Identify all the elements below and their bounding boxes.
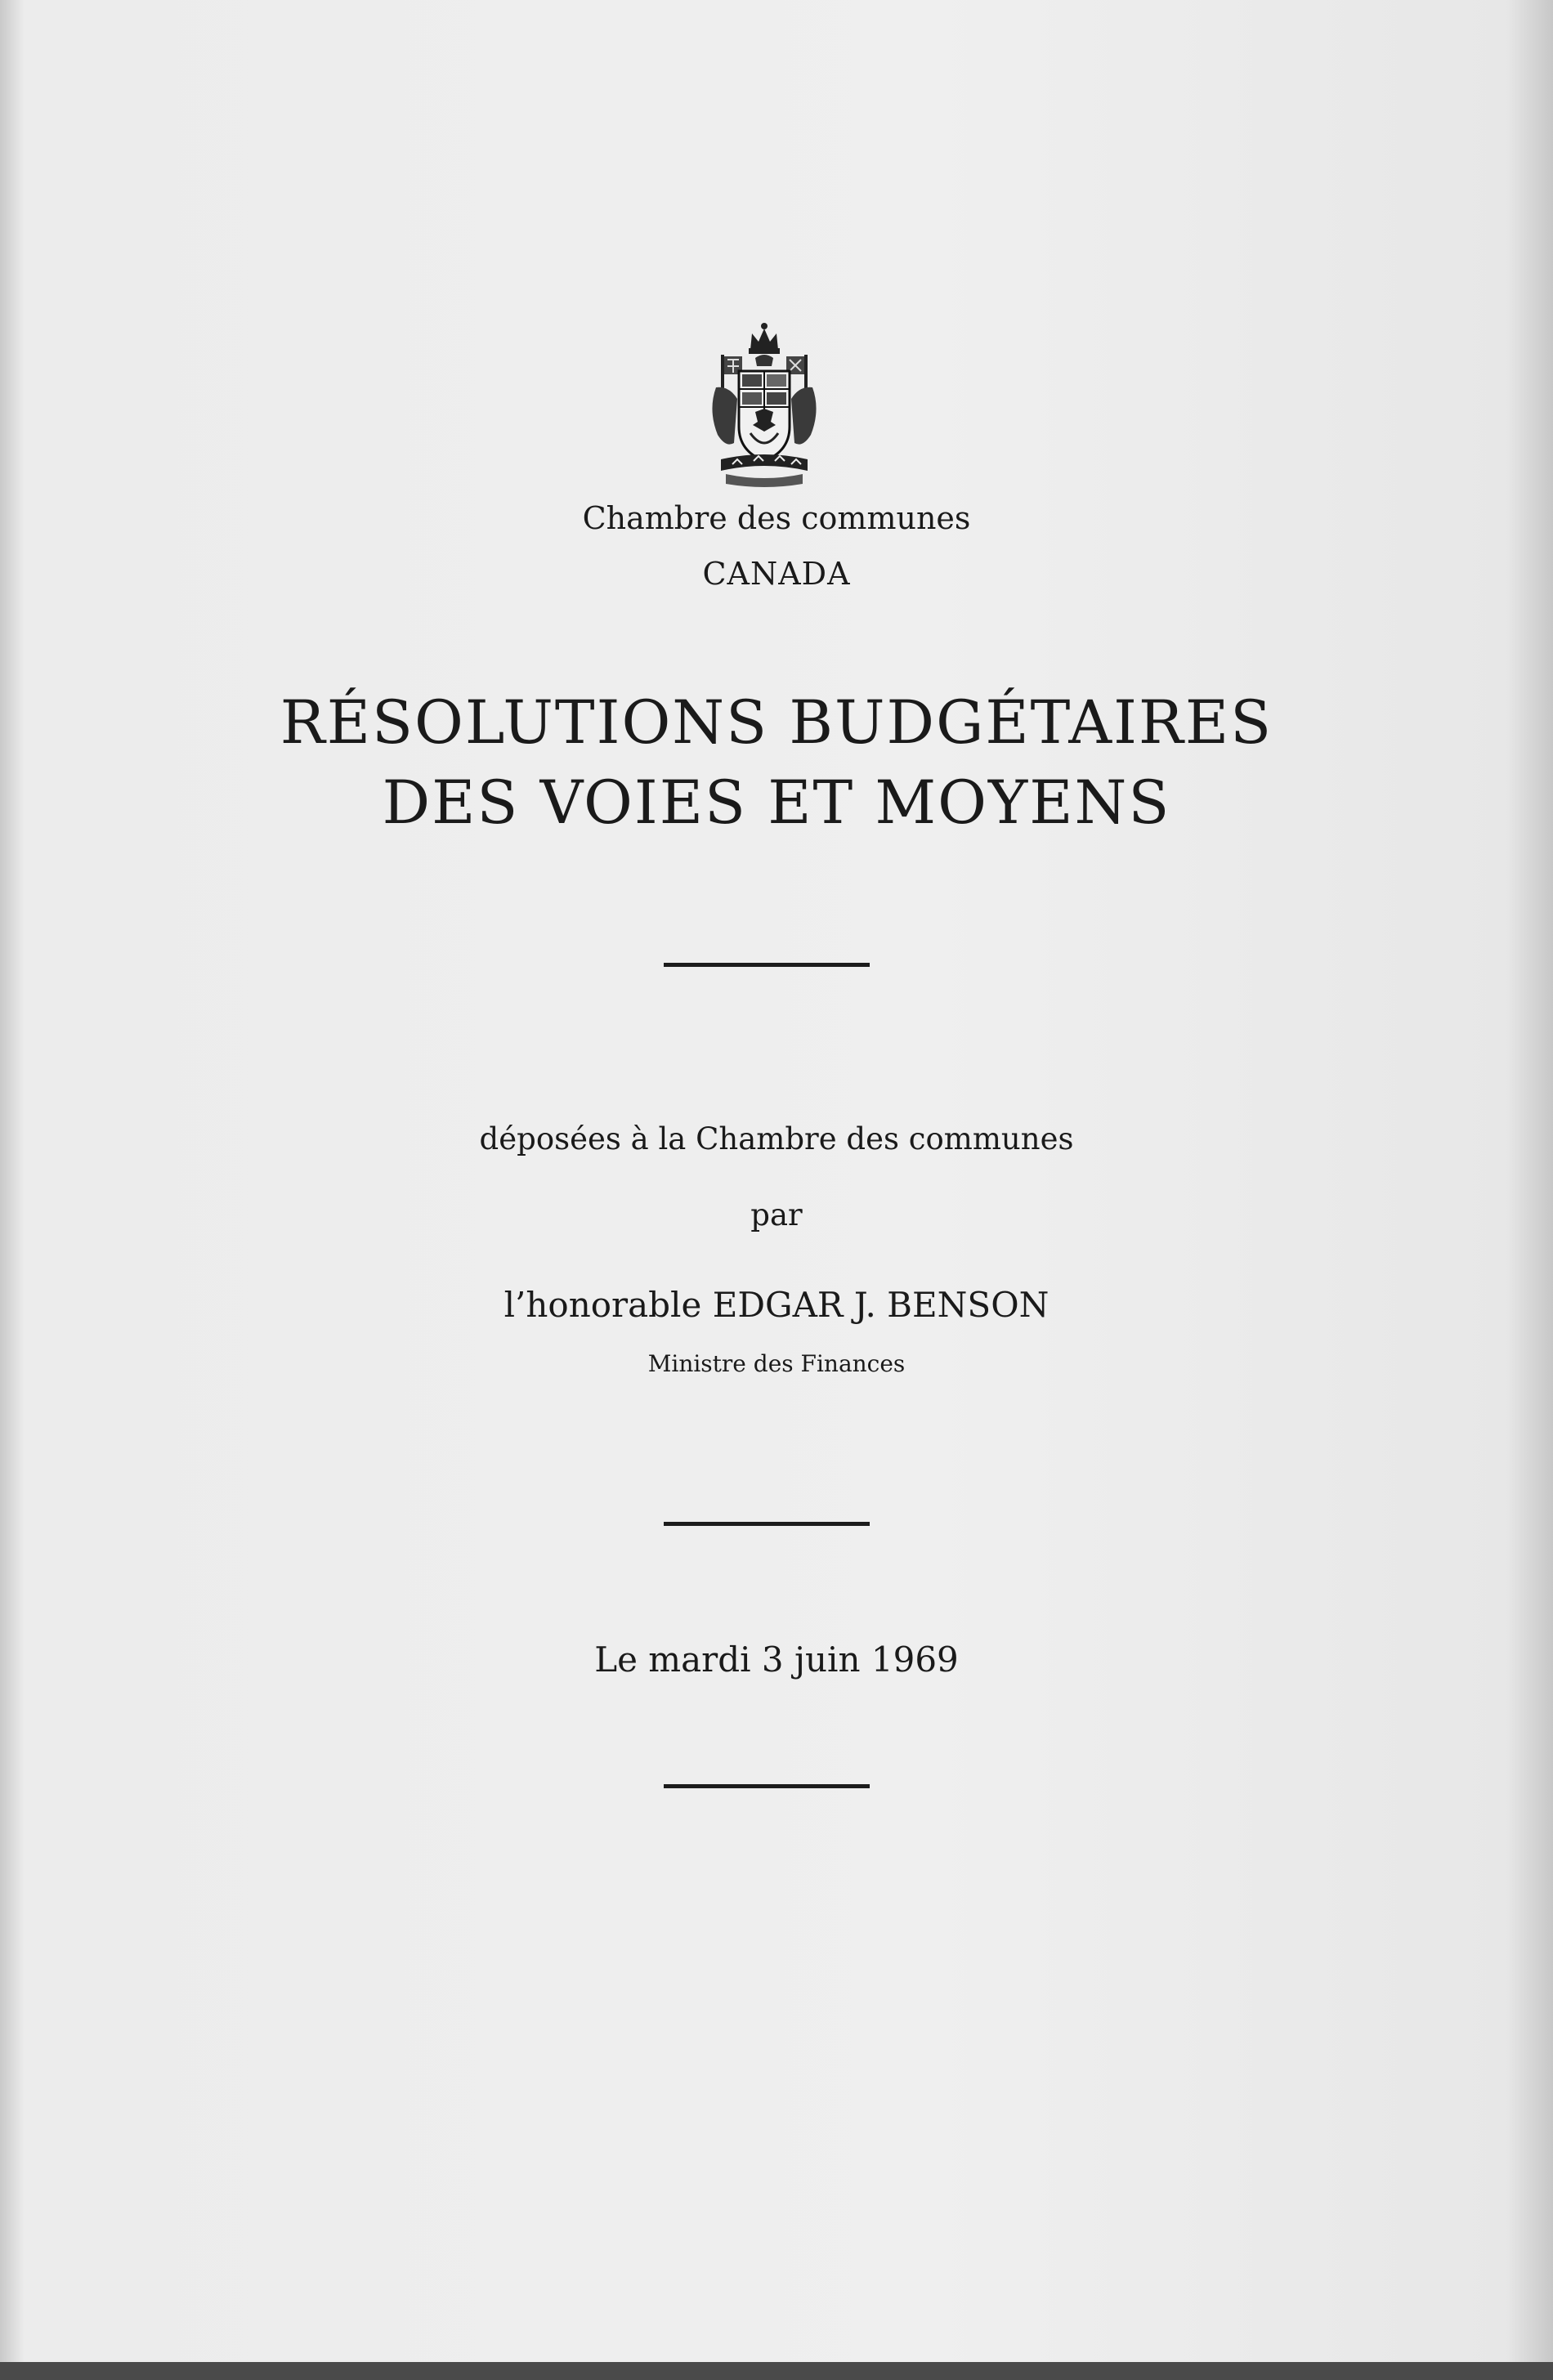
- minister-name: l’honorable EDGAR J. BENSON: [503, 1285, 1050, 1325]
- scan-bottom-edge: [0, 2362, 1553, 2380]
- by-word: par: [750, 1197, 803, 1232]
- canadian-coat-of-arms-icon: [705, 320, 824, 492]
- document-title-line-1: RÉSOLUTIONS BUDGÉTAIRES: [280, 688, 1273, 758]
- horizontal-rule: [664, 963, 870, 967]
- horizontal-rule: [664, 1522, 870, 1526]
- house-name: Chambre des communes: [582, 500, 971, 536]
- document-title-line-2: DES VOIES ET MOYENS: [382, 768, 1171, 838]
- tabled-statement: déposées à la Chambre des communes: [479, 1121, 1074, 1156]
- minister-title: Ministre des Finances: [647, 1350, 906, 1377]
- country-name: CANADA: [702, 556, 851, 592]
- tabling-date: Le mardi 3 juin 1969: [594, 1640, 959, 1680]
- horizontal-rule: [664, 1784, 870, 1788]
